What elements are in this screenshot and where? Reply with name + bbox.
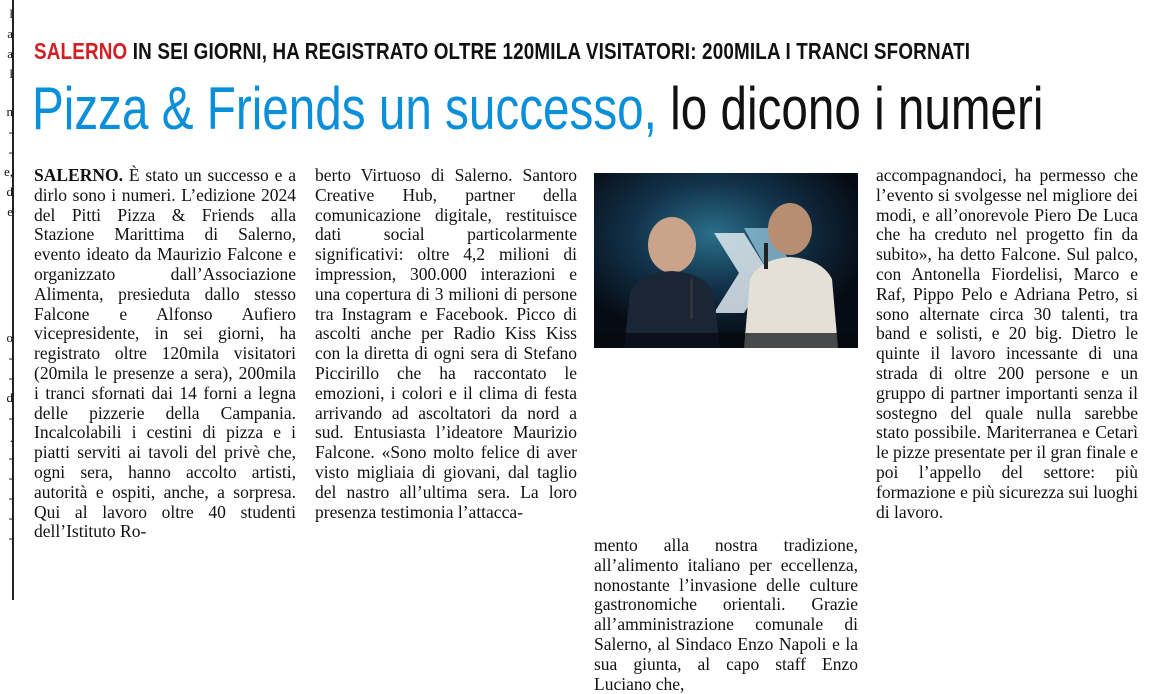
article-col2-text: berto Virtuoso di Salerno. Santoro Creative Hub, partner della comunicazione digitale, restituisce dati social particolarmente significativi: oltre 4,2 milioni di impression, 300.000 interazioni e una copertura di 3 milioni di persone tra Instagram e Facebook. Picco di ascolti anche per Radio Kiss Kiss con la diretta di ogni sera di Stefano Piccirillo che ha raccontato le emozioni, i colori e il clima di festa arrivando ad ascoltatori da nord a sud. Entusiasta l’ideatore Maurizio Falcone. «Sono molto felice di aver visto migliaia di giovani, dal taglio del nastro all’ultima sera. La loro presenza testimonia l’attacca- <box>315 165 577 522</box>
left-strip-fragment: e <box>7 204 13 219</box>
kicker-text: IN SEI GIORNI, HA REGISTRATO OLTRE 120MILA VISITATORI: 200MILA I TRANCI SFORNATI <box>132 38 971 64</box>
left-strip-fragment: - <box>8 370 13 385</box>
article-col4-text: accompagnandoci, ha permesso che l’evento si svolgesse nel migliore dei modi, e all’onorevole Piero De Luca che ha creduto nel progetto fin da subito», ha detto Falcone. Sul palco, con Antonella Fiordelisi, Marco e Raf, Pippo Pelo e Adriana Petro, si sono alternate circa 30 talenti, tra band e solisti, e 20 big. Dietro le quinte il lavoro incessante di una strada di oltre 200 persone e un gruppo di partner importanti senza il sostegno del quale nulla sarebbe stato possibile. Mariterranea e Cetarì le pizze presentate per il gran finale e poi l’appello del settore: più formazione e più sicurezza sui luoghi di lavoro. <box>876 165 1138 522</box>
article-column-3 <box>594 536 858 694</box>
article-column-4 <box>876 166 1138 522</box>
left-strip-fragment: l <box>9 6 13 21</box>
article-column-1 <box>34 166 296 542</box>
left-strip-fragment: o <box>6 330 13 345</box>
left-strip-fragment: . <box>9 430 13 445</box>
photo-two-men-on-stage-icon <box>594 173 858 348</box>
headline <box>32 76 1044 142</box>
left-strip-fragment: - <box>8 490 13 505</box>
left-strip-fragment: n <box>6 104 13 119</box>
left-strip-fragment: d <box>6 184 13 199</box>
article-lead: SALERNO. <box>34 165 123 185</box>
left-strip-fragment: a <box>7 26 13 41</box>
kicker-location: SALERNO <box>34 38 128 64</box>
left-strip-fragment: - <box>8 450 13 465</box>
left-strip-fragment: e, <box>3 164 13 179</box>
left-strip-fragment: - <box>8 530 13 545</box>
article-column-2 <box>315 166 577 522</box>
left-strip-fragment: - <box>8 124 13 139</box>
left-strip-fragment: - <box>8 350 13 365</box>
adjacent-article-fragment <box>0 0 14 627</box>
left-strip-fragment: a <box>7 46 13 61</box>
event-photo <box>594 173 858 348</box>
left-strip-fragment: - <box>8 510 13 525</box>
left-strip-fragment: - <box>8 144 13 159</box>
article-col1-text: È stato un successo e a dirlo sono i numeri. L’edizione 2024 del Pitti Pizza & Friends alla Stazione Marittima di Salerno, evento ideato da Maurizio Falcone e organizzato dall’Associazione Alimenta, presieduta dallo stesso Falcone e Alfonso Aufiero vicepresidente, in sei giorni, ha registrato oltre 120mila visitatori (20mila le presenze a sera), 200mila i tranci sfornati dai 14 forni a legna delle pizzerie della Campania. Incalcolabili i cestini di pizza e i piatti serviti ai tavoli del privè che, ogni sera, hanno accolto artisti, autorità e ospiti, anche, a sorpresa. Qui al lavoro oltre 40 studenti dell’Istituto Ro- <box>34 165 296 542</box>
kicker <box>34 38 970 65</box>
headline-rest: lo dicono i numeri <box>670 75 1044 142</box>
left-strip-fragment: d <box>6 390 13 405</box>
left-strip-fragment: - <box>8 470 13 485</box>
headline-highlight: Pizza & Friends un successo, <box>32 75 657 142</box>
left-strip-fragment: - <box>8 410 13 425</box>
left-strip-fragment: l <box>9 66 13 81</box>
article-col3-text: mento alla nostra tradizione, all’alimento italiano per eccellenza, nonostante l’invasione delle culture gastronomiche orientali. Grazie all’amministrazione comunale di Salerno, al Sindaco Enzo Napoli e la sua giunta, al capo staff Enzo Luciano che, <box>594 535 858 694</box>
